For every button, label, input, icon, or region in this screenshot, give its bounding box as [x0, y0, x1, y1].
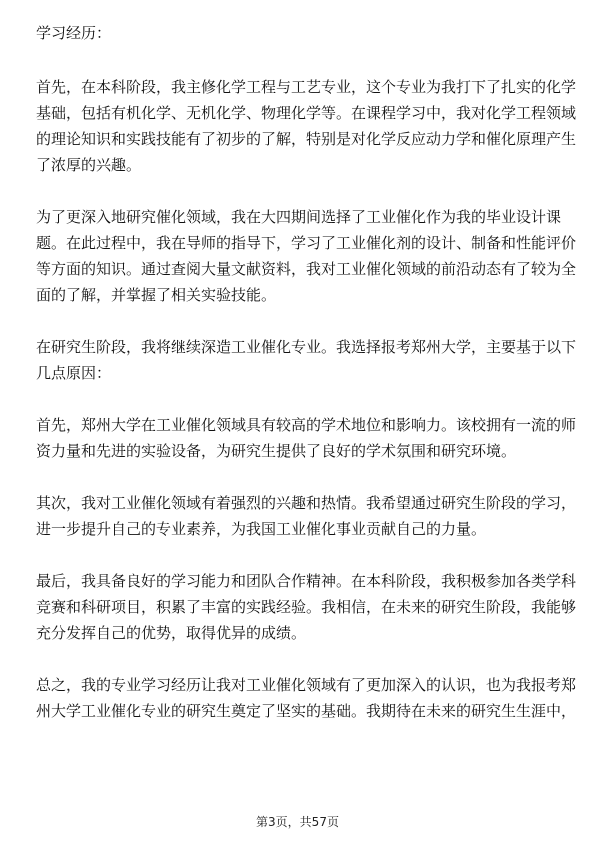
- text-line: 进一步提升自己的专业素养，为我国工业催化事业贡献自己的力量。: [36, 520, 487, 538]
- text-line: 面的了解，并掌握了相关实验技能。: [36, 286, 277, 304]
- text-line: 基础，包括有机化学、无机化学、物理化学等。在课程学习中，我对化学工程领域: [36, 104, 577, 122]
- text-line: 总之，我的专业学习经历让我对工业催化领域有了更加深入的认识，也为我报考郑: [36, 676, 577, 694]
- text-line: 首先，郑州大学在工业催化领域具有较高的学术地位和影响力。该校拥有一流的师: [36, 416, 577, 434]
- paragraph-2: [36, 204, 577, 308]
- text-line: 题。在此过程中，我在导师的指导下，学习了工业催化剂的设计、制备和性能评价: [36, 234, 577, 252]
- text-line: 的理论知识和实践技能有了初步的了解，特别是对化学反应动力学和催化原理产生: [36, 130, 577, 148]
- paragraph-4: [36, 412, 577, 464]
- text-line: 等方面的知识。通过查阅大量文献资料，我对工业催化领域的前沿动态有了较为全: [36, 260, 577, 278]
- text-line: 最后，我具备良好的学习能力和团队合作精神。在本科阶段，我积极参加各类学科: [36, 572, 577, 590]
- paragraph-6: [36, 568, 577, 646]
- text-line: 充分发挥自己的优势，取得优异的成绩。: [36, 624, 307, 642]
- text-line: 资力量和先进的实验设备，为研究生提供了良好的学术氛围和研究环境。: [36, 442, 517, 460]
- paragraph-7: [36, 672, 577, 724]
- text-line: 在研究生阶段，我将继续深造工业催化专业。我选择报考郑州大学，主要基于以下: [36, 338, 577, 356]
- paragraph-1: [36, 74, 577, 178]
- text-line: 为了更深入地研究催化领域，我在大四期间选择了工业催化作为我的毕业设计课: [36, 208, 562, 226]
- text-line: 首先，在本科阶段，我主修化学工程与工艺专业，这个专业为我打下了扎实的化学: [36, 78, 577, 96]
- text-line: 几点原因：: [36, 364, 112, 382]
- section-heading: 学习经历：: [36, 24, 112, 42]
- text-line: 其次，我对工业催化领域有着强烈的兴趣和热情。我希望通过研究生阶段的学习，: [36, 494, 577, 512]
- text-line: 州大学工业催化专业的研究生奠定了坚实的基础。我期待在未来的研究生生涯中，: [36, 702, 577, 720]
- page-number: 第3页，共57页: [256, 815, 339, 829]
- paragraph-5: [36, 490, 577, 542]
- text-line: 了浓厚的兴趣。: [36, 156, 142, 174]
- document-body: [36, 20, 577, 750]
- text-line: 竞赛和科研项目，积累了丰富的实践经验。我相信，在未来的研究生阶段，我能够: [36, 598, 577, 616]
- paragraph-3: [36, 334, 577, 386]
